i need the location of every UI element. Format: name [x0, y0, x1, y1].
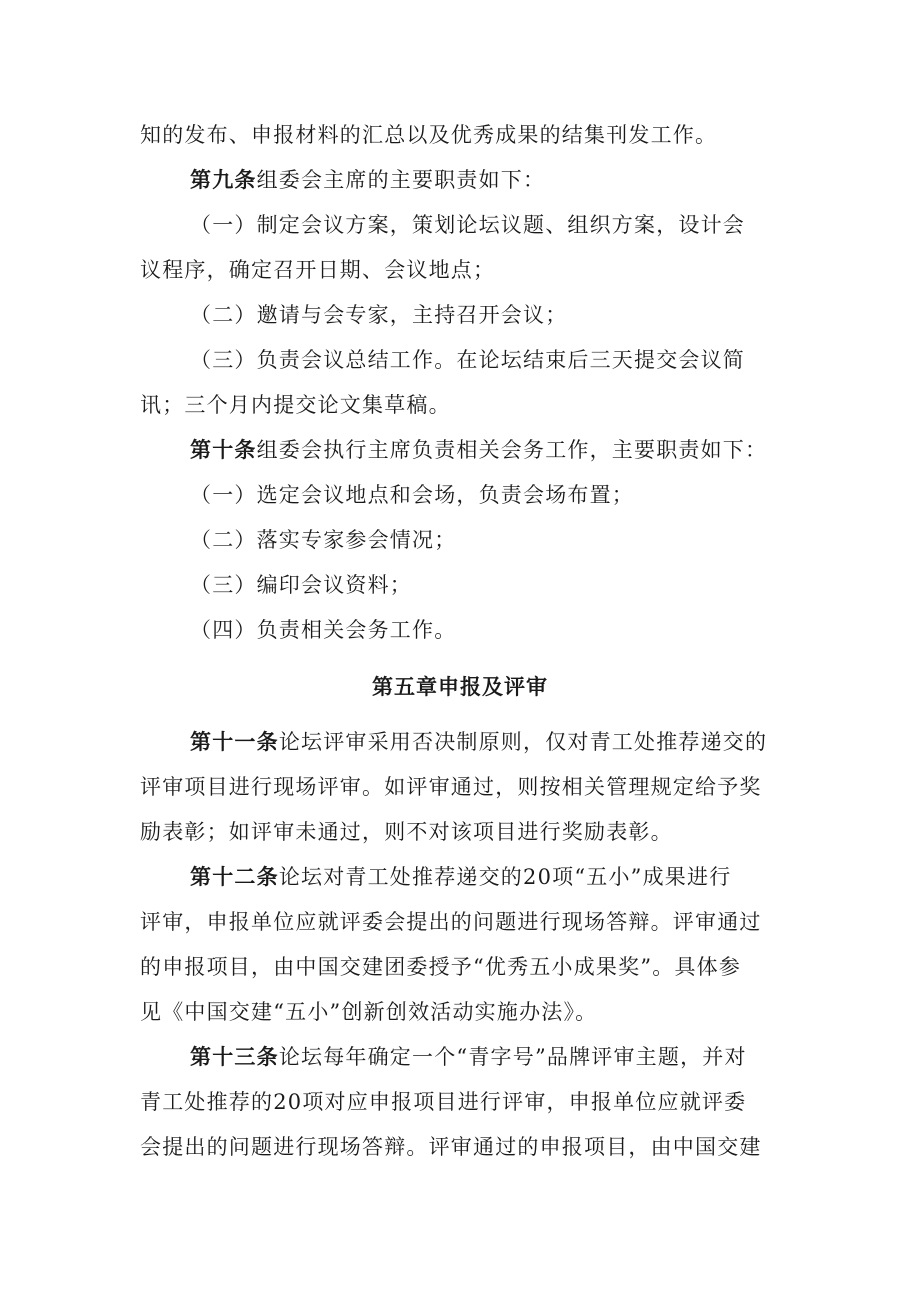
list-item: （四）负责相关会务工作。: [190, 618, 457, 642]
article-12: [190, 863, 790, 891]
text-line: 议程序，确定召开日期、会议地点；: [140, 258, 496, 282]
article-label: 第十条: [190, 438, 257, 462]
article-label: 第十二条: [190, 865, 279, 889]
article-text: 论坛评审采用否决制原则，仅对青工处推荐递交的: [278, 730, 768, 754]
article-text: 论坛每年确定一个“青字号”品牌评审主题，并对: [278, 1045, 747, 1069]
list-item: （三）负责会议总结工作。在论坛结束后三天提交会议简: [190, 348, 745, 372]
article-label: 第十一条: [190, 730, 279, 754]
list-item: （三）编印会议资料；: [190, 573, 412, 597]
list-item: （一）制定会议方案，策划论坛议题、组织方案，设计会: [190, 213, 745, 237]
text-line: 青工处推荐的20项对应申报项目进行评审，申报单位应就评委: [140, 1090, 747, 1114]
text-line: 励表彰；如评审未通过，则不对该项目进行奖励表彰。: [140, 820, 673, 844]
article-text: 组委会主席的主要职责如下：: [256, 168, 546, 192]
article-9: [190, 166, 790, 194]
chapter-heading: 第五章申报及评审: [372, 675, 548, 699]
list-item: （二）落实专家参会情况；: [190, 528, 457, 552]
list-item: （一）选定会议地点和会场，负责会场布置；: [190, 483, 634, 507]
article-13: [190, 1043, 790, 1071]
list-item: （二）邀请与会专家，主持召开会议；: [190, 303, 568, 327]
text-line: 会提出的问题进行现场答辩。评审通过的申报项目，由中国交建: [140, 1135, 762, 1159]
text-line: 评审，申报单位应就评委会提出的问题进行现场答辩。评审通过: [140, 910, 762, 934]
article-10: [190, 436, 790, 464]
text-line: 见《中国交建“五小”创新创效活动实施办法》。: [140, 1000, 598, 1024]
article-11: [190, 728, 790, 756]
text-line: 的申报项目，由中国交建团委授予“优秀五小成果奖”。具体参: [140, 955, 742, 979]
text-line: 评审项目进行现场评审。如评审通过，则按相关管理规定给予奖: [140, 775, 762, 799]
text-line: 知的发布、申报材料的汇总以及优秀成果的结集刊发工作。: [140, 123, 718, 147]
text-line: 讯；三个月内提交论文集草稿。: [140, 393, 451, 417]
article-label: 第九条: [190, 168, 257, 192]
article-text: 组委会执行主席负责相关会务工作，主要职责如下：: [256, 438, 768, 462]
article-text: 论坛对青工处推荐递交的20项“五小”成果进行: [278, 865, 732, 889]
article-label: 第十三条: [190, 1045, 279, 1069]
